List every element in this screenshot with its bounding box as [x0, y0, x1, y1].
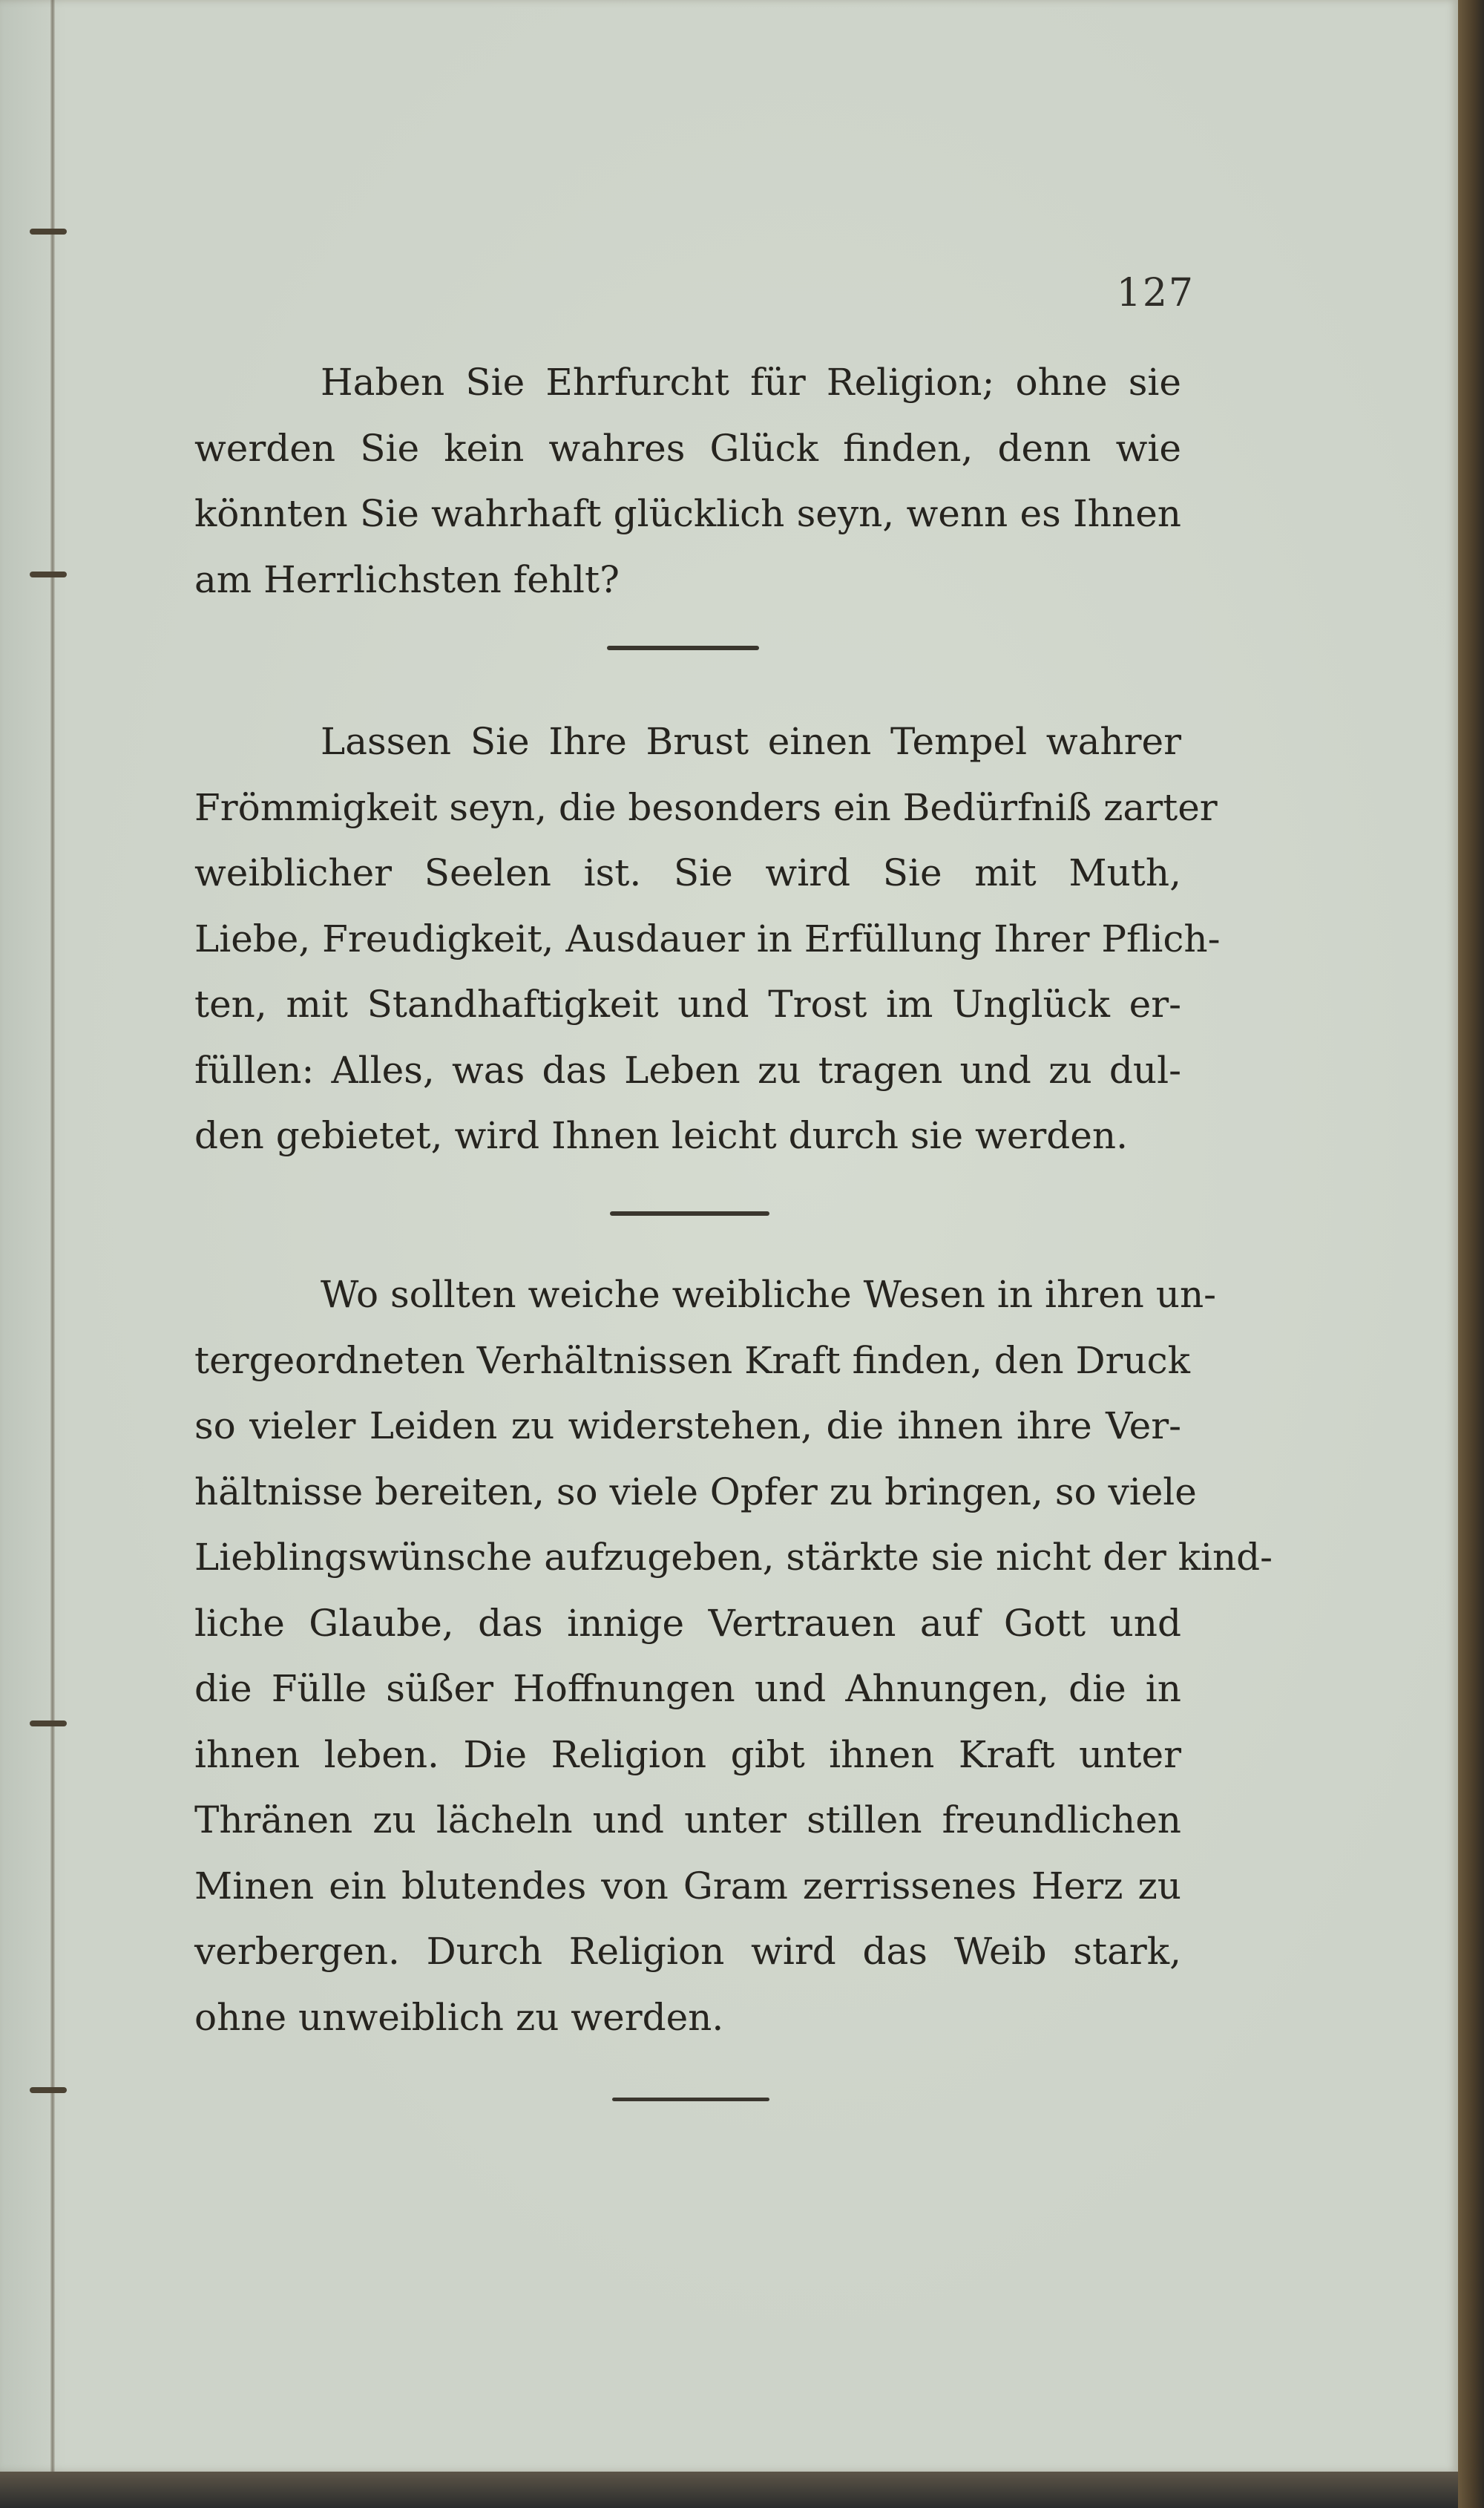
text-line: Frömmigkeit seyn, die besonders ein Bedürfniß zarter: [194, 785, 1218, 829]
binding-stitch: [30, 1720, 67, 1726]
text-line: Minen ein blutendes von Gram zerrissenes Herz zu: [194, 1864, 1181, 1908]
text-line: die Fülle süßer Hoffnungen und Ahnungen, die in: [194, 1667, 1181, 1710]
text-line: Haben Sie Ehrfurcht für Religion; ohne sie: [321, 361, 1181, 404]
text-line: könnten Sie wahrhaft glücklich seyn, wenn es Ihnen: [194, 492, 1181, 535]
text-line: füllen: Alles, was das Leben zu tragen und zu dul-: [194, 1048, 1181, 1092]
text-line: ohne unweiblich zu werden.: [194, 1995, 724, 2039]
section-divider: [610, 1211, 769, 1216]
text-line: verbergen. Durch Religion wird das Weib stark,: [194, 1930, 1181, 1973]
book-bottom-edge: [0, 2472, 1458, 2508]
text-line: am Herrlichsten fehlt?: [194, 557, 620, 601]
book-fore-edge: [1458, 0, 1484, 2508]
text-line: den gebietet, wird Ihnen leicht durch sie werden.: [194, 1114, 1128, 1157]
text-line: Liebe, Freudigkeit, Ausdauer in Erfüllung Ihrer Pflich-: [194, 917, 1221, 960]
text-line: hältnisse bereiten, so viele Opfer zu bringen, so viele: [194, 1470, 1197, 1513]
text-line: werden Sie kein wahres Glück finden, denn wie: [194, 426, 1181, 470]
text-line: Lassen Sie Ihre Brust einen Tempel wahrer: [321, 720, 1181, 763]
paragraph-1: [194, 350, 1181, 612]
binding-stitch: [30, 229, 67, 235]
text-line: tergeordneten Verhältnissen Kraft finden, den Druck: [194, 1338, 1190, 1382]
end-divider: [612, 2098, 769, 2101]
page-number: 127: [1116, 271, 1195, 315]
text-line: so vieler Leiden zu widerstehen, die ihnen ihre Ver-: [194, 1404, 1181, 1447]
binding-gutter: [50, 0, 55, 2472]
binding-stitch: [30, 572, 67, 577]
text-line: Wo sollten weiche weibliche Wesen in ihren un-: [321, 1273, 1217, 1316]
text-line: liche Glaube, das innige Vertrauen auf Gott und: [194, 1601, 1181, 1645]
text-line: Thränen zu lächeln und unter stillen freundlichen: [194, 1798, 1181, 1841]
binding-stitch: [30, 2087, 67, 2093]
section-divider: [607, 646, 759, 650]
text-line: ihnen leben. Die Religion gibt ihnen Kraft unter: [194, 1732, 1181, 1776]
text-line: ten, mit Standhaftigkeit und Trost im Unglück er-: [194, 983, 1181, 1026]
text-line: Lieblingswünsche aufzugeben, stärkte sie nicht der kind-: [194, 1536, 1273, 1579]
paragraph-2: [194, 709, 1221, 1169]
paragraph-3: [194, 1262, 1273, 2050]
text-line: weiblicher Seelen ist. Sie wird Sie mit Muth,: [194, 851, 1181, 894]
